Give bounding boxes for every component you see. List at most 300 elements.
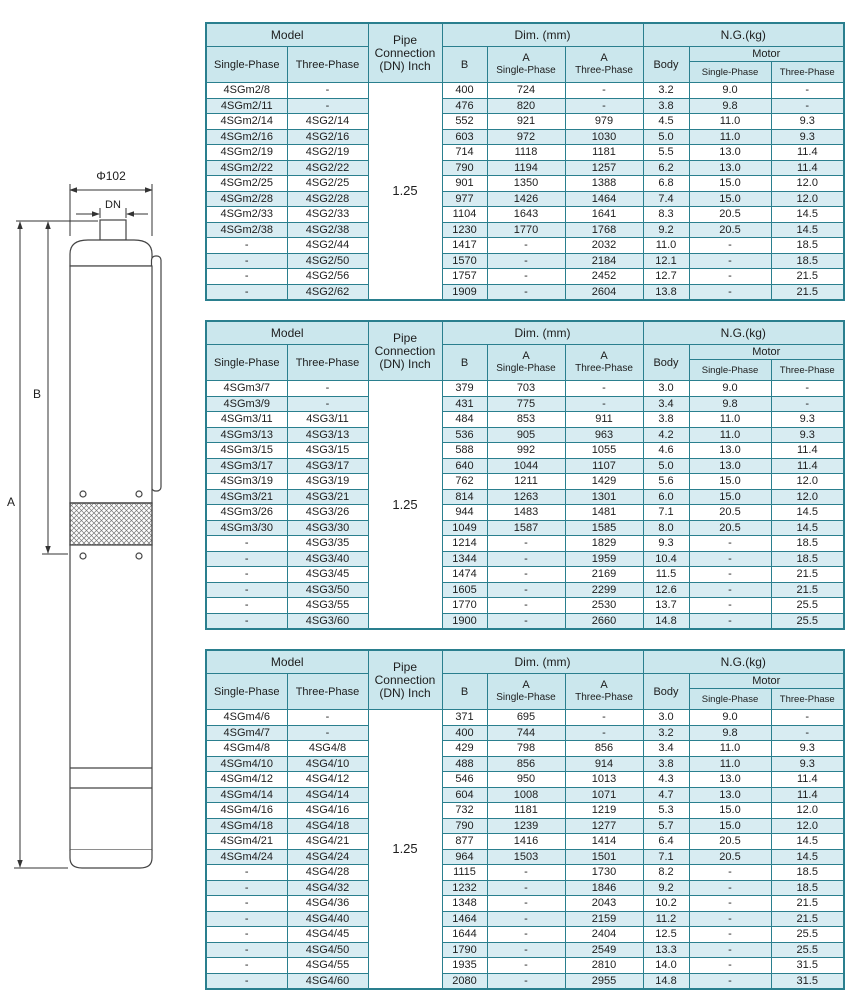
ng-motor-three-cell: 18.5 [771, 551, 844, 567]
dim-a-single-cell: 1008 [487, 787, 565, 803]
ng-body-cell: 6.4 [643, 834, 689, 850]
dim-a-single-cell: 853 [487, 412, 565, 428]
ng-body-cell: 9.2 [643, 222, 689, 238]
ng-motor-single-cell: 15.0 [689, 176, 771, 192]
dim-a-single-cell: - [487, 536, 565, 552]
ng-motor-three-cell: - [771, 396, 844, 412]
ng-motor-single-cell: - [689, 880, 771, 896]
screw-icon [80, 491, 86, 497]
ng-motor-header: Motor [689, 345, 844, 360]
spec-row [206, 536, 844, 552]
spec-row [206, 803, 844, 819]
dim-a-three-cell: - [565, 83, 643, 99]
model-single-phase-cell: 4SGm4/24 [206, 849, 287, 865]
dim-header: Dim. (mm) [442, 650, 643, 674]
dim-b-cell: 1104 [442, 207, 487, 223]
ng-motor-three-cell: 9.3 [771, 756, 844, 772]
dim-b-cell: 1474 [442, 567, 487, 583]
motor-single-phase-header: Single-Phase [689, 360, 771, 381]
model-single-phase-cell: 4SGm3/13 [206, 427, 287, 443]
ng-motor-three-cell: 21.5 [771, 567, 844, 583]
model-single-phase-cell: 4SGm3/19 [206, 474, 287, 490]
dim-b-cell: 488 [442, 756, 487, 772]
dim-a-single-cell: 724 [487, 83, 565, 99]
dim-a-three-cell: 1013 [565, 772, 643, 788]
dim-a-three-cell: 2810 [565, 958, 643, 974]
pipe-connection-header: Pipe Connection (DN) Inch [368, 650, 442, 710]
ng-body-cell: 8.2 [643, 865, 689, 881]
ng-motor-three-cell: 14.5 [771, 849, 844, 865]
ng-body-cell: 5.7 [643, 818, 689, 834]
ng-body-cell: 3.8 [643, 412, 689, 428]
strainer-mesh [70, 503, 152, 545]
dim-a-single-cell: 972 [487, 129, 565, 145]
dim-b-cell: 400 [442, 725, 487, 741]
model-single-phase-cell: 4SGm3/21 [206, 489, 287, 505]
pipe-connection-header: Pipe Connection (DN) Inch [368, 321, 442, 381]
dim-b-cell: 2080 [442, 973, 487, 989]
model-three-phase-cell: 4SG2/16 [287, 129, 368, 145]
ng-body-cell: 11.5 [643, 567, 689, 583]
ng-body-cell: 3.2 [643, 83, 689, 99]
model-single-phase-cell: - [206, 942, 287, 958]
dim-b-cell: 484 [442, 412, 487, 428]
model-single-phase-cell: - [206, 238, 287, 254]
model-three-phase-cell: 4SG3/45 [287, 567, 368, 583]
spec-row [206, 880, 844, 896]
single-phase-sub-label: Single-Phase [496, 692, 556, 703]
ng-header: N.G.(kg) [643, 650, 844, 674]
dim-b-cell: 1232 [442, 880, 487, 896]
ng-motor-single-cell: - [689, 551, 771, 567]
model-three-phase-cell: - [287, 381, 368, 397]
pump-drawing [4, 158, 204, 888]
spec-tables-container [205, 22, 843, 1000]
model-single-phase-cell: - [206, 613, 287, 629]
model-three-phase-cell: 4SG4/32 [287, 880, 368, 896]
dim-a-three-cell: - [565, 396, 643, 412]
dim-a-single-cell: - [487, 598, 565, 614]
model-header: Model [206, 650, 368, 674]
ng-motor-three-cell: 12.0 [771, 176, 844, 192]
dim-b-cell: 1909 [442, 284, 487, 300]
a-label-text: A [600, 679, 608, 691]
dim-b-cell: 714 [442, 145, 487, 161]
ng-motor-single-cell: 9.0 [689, 83, 771, 99]
model-single-phase-cell: - [206, 880, 287, 896]
model-three-phase-cell: - [287, 98, 368, 114]
pipe-connection-value: 1.25 [368, 83, 442, 301]
spec-row [206, 582, 844, 598]
three-phase-sub-label: Three-Phase [575, 692, 633, 703]
ng-motor-single-cell: 9.0 [689, 381, 771, 397]
dim-a-three-cell: 2043 [565, 896, 643, 912]
dim-a-single-cell: - [487, 880, 565, 896]
model-single-phase-cell: - [206, 253, 287, 269]
ng-body-cell: 12.1 [643, 253, 689, 269]
single-phase-sub-label: Single-Phase [496, 363, 556, 374]
spec-row [206, 489, 844, 505]
dim-a-three-cell: 911 [565, 412, 643, 428]
ng-motor-three-cell: 21.5 [771, 911, 844, 927]
spec-row [206, 710, 844, 726]
model-three-phase-cell: 4SG3/21 [287, 489, 368, 505]
ng-motor-single-cell: 20.5 [689, 849, 771, 865]
ng-body-cell: 12.7 [643, 269, 689, 285]
ng-motor-three-cell: 18.5 [771, 865, 844, 881]
dim-a-single-cell: 992 [487, 443, 565, 459]
dim-a-single-cell: 1263 [487, 489, 565, 505]
dim-a-single-cell: - [487, 551, 565, 567]
model-three-phase-cell: 4SG3/55 [287, 598, 368, 614]
dim-a-three-cell: - [565, 725, 643, 741]
ng-motor-three-cell: 11.4 [771, 160, 844, 176]
model-single-phase-cell: 4SGm3/15 [206, 443, 287, 459]
spec-row [206, 284, 844, 300]
dim-a-three-cell: 1071 [565, 787, 643, 803]
ng-body-cell: 5.0 [643, 129, 689, 145]
ng-motor-single-cell: - [689, 582, 771, 598]
ng-motor-three-cell: 12.0 [771, 474, 844, 490]
ng-motor-three-cell: 25.5 [771, 942, 844, 958]
dim-b-cell: 1570 [442, 253, 487, 269]
ng-body-cell: 10.4 [643, 551, 689, 567]
ng-motor-single-cell: 11.0 [689, 756, 771, 772]
ng-motor-single-cell: - [689, 238, 771, 254]
model-single-phase-cell: - [206, 927, 287, 943]
model-three-phase-cell: 4SG2/33 [287, 207, 368, 223]
dim-a-three-cell: - [565, 98, 643, 114]
model-three-phase-cell: 4SG3/13 [287, 427, 368, 443]
model-single-phase-cell: - [206, 536, 287, 552]
dim-b-cell: 762 [442, 474, 487, 490]
dim-a-three-cell: 856 [565, 741, 643, 757]
ng-motor-three-cell: 9.3 [771, 741, 844, 757]
dim-a-three-cell: 1585 [565, 520, 643, 536]
three-phase-sub-label: Three-Phase [575, 65, 633, 76]
ng-motor-single-cell: - [689, 973, 771, 989]
model-three-phase-cell: 4SG2/38 [287, 222, 368, 238]
dim-a-three-cell: 1301 [565, 489, 643, 505]
model-three-phase-cell: 4SG4/10 [287, 756, 368, 772]
ng-motor-single-cell: - [689, 536, 771, 552]
dim-a-single-cell: - [487, 613, 565, 629]
dim-b-cell: 1464 [442, 911, 487, 927]
model-single-phase-cell: 4SGm3/17 [206, 458, 287, 474]
dim-a-three-cell: 1481 [565, 505, 643, 521]
dim-b-cell: 964 [442, 849, 487, 865]
ng-motor-three-cell: 9.3 [771, 129, 844, 145]
dim-a-three-header [565, 345, 643, 381]
ng-motor-single-cell: 15.0 [689, 803, 771, 819]
dim-a-single-cell: 1181 [487, 803, 565, 819]
pump-upper-body [70, 266, 152, 503]
ng-motor-single-cell: 11.0 [689, 427, 771, 443]
dim-header: Dim. (mm) [442, 23, 643, 47]
spec-row [206, 725, 844, 741]
spec-table-body [206, 381, 844, 630]
a-label-text: A [522, 52, 530, 64]
ng-motor-three-cell: 11.4 [771, 772, 844, 788]
model-three-phase-cell: 4SG3/11 [287, 412, 368, 428]
dim-a-single-cell: 1239 [487, 818, 565, 834]
ng-motor-single-cell: - [689, 896, 771, 912]
dim-b-cell: 588 [442, 443, 487, 459]
spec-row [206, 551, 844, 567]
dim-b-header: B [442, 345, 487, 381]
ng-motor-three-cell: 12.0 [771, 191, 844, 207]
a-label-text: A [600, 350, 608, 362]
ng-motor-single-cell: - [689, 958, 771, 974]
dim-a-three-cell: 2184 [565, 253, 643, 269]
ng-motor-single-cell: - [689, 911, 771, 927]
ng-header: N.G.(kg) [643, 23, 844, 47]
ng-body-cell: 13.3 [643, 942, 689, 958]
dim-a-single-cell: 1483 [487, 505, 565, 521]
ng-motor-three-cell: 14.5 [771, 207, 844, 223]
motor-single-phase-header: Single-Phase [689, 62, 771, 83]
spec-row [206, 114, 844, 130]
a-label-text: A [522, 350, 530, 362]
ng-body-cell: 3.0 [643, 381, 689, 397]
model-single-phase-cell: 4SGm2/16 [206, 129, 287, 145]
model-three-phase-cell: 4SG2/19 [287, 145, 368, 161]
model-single-phase-cell: - [206, 896, 287, 912]
dim-a-three-cell: 2404 [565, 927, 643, 943]
ng-motor-single-cell: - [689, 927, 771, 943]
dim-b-cell: 944 [442, 505, 487, 521]
a-label: A [6, 495, 16, 509]
ng-motor-single-cell: 11.0 [689, 741, 771, 757]
model-three-phase-cell: 4SG4/8 [287, 741, 368, 757]
ng-motor-three-cell: 14.5 [771, 834, 844, 850]
model-three-phase-cell: 4SG3/15 [287, 443, 368, 459]
model-three-phase-header: Three-Phase [287, 345, 368, 381]
dim-a-three-cell: 1277 [565, 818, 643, 834]
dim-a-three-cell: 1030 [565, 129, 643, 145]
spec-row [206, 613, 844, 629]
spec-row [206, 427, 844, 443]
dim-b-cell: 1344 [442, 551, 487, 567]
model-single-phase-header: Single-Phase [206, 345, 287, 381]
dim-a-single-cell: 921 [487, 114, 565, 130]
dim-a-three-cell: - [565, 381, 643, 397]
model-three-phase-cell: 4SG3/40 [287, 551, 368, 567]
spec-row [206, 520, 844, 536]
dim-a-single-cell: 744 [487, 725, 565, 741]
dim-a-three-cell: 2159 [565, 911, 643, 927]
model-three-phase-cell: 4SG4/50 [287, 942, 368, 958]
dim-a-three-cell: 1388 [565, 176, 643, 192]
spec-row [206, 222, 844, 238]
dim-a-three-cell: 1107 [565, 458, 643, 474]
ng-body-cell: 13.7 [643, 598, 689, 614]
dim-b-cell: 604 [442, 787, 487, 803]
ng-body-cell: 11.0 [643, 238, 689, 254]
a-label-text: A [522, 679, 530, 691]
dim-b-cell: 431 [442, 396, 487, 412]
spec-table-4sg3 [205, 320, 845, 630]
spec-row [206, 396, 844, 412]
ng-body-cell: 3.0 [643, 710, 689, 726]
screw-icon [80, 553, 86, 559]
dim-a-three-cell: 914 [565, 756, 643, 772]
dim-a-three-cell: 2604 [565, 284, 643, 300]
dim-header: Dim. (mm) [442, 321, 643, 345]
model-single-phase-cell: 4SGm4/14 [206, 787, 287, 803]
model-three-phase-cell: 4SG3/26 [287, 505, 368, 521]
ng-motor-three-cell: 18.5 [771, 880, 844, 896]
spec-row [206, 505, 844, 521]
pipe-connection-header: Pipe Connection (DN) Inch [368, 23, 442, 83]
dim-a-three-cell: 979 [565, 114, 643, 130]
spec-row [206, 942, 844, 958]
model-single-phase-header: Single-Phase [206, 47, 287, 83]
dim-a-single-cell: 1770 [487, 222, 565, 238]
ng-motor-single-cell: 13.0 [689, 160, 771, 176]
model-three-phase-cell: 4SG3/19 [287, 474, 368, 490]
model-single-phase-cell: 4SGm4/21 [206, 834, 287, 850]
spec-row [206, 865, 844, 881]
ng-motor-single-cell: 11.0 [689, 114, 771, 130]
ng-body-cell: 8.3 [643, 207, 689, 223]
pipe-connection-value: 1.25 [368, 710, 442, 990]
dim-a-three-cell: 1429 [565, 474, 643, 490]
model-three-phase-cell: - [287, 725, 368, 741]
spec-row [206, 787, 844, 803]
model-single-phase-cell: 4SGm4/7 [206, 725, 287, 741]
ng-motor-single-cell: 11.0 [689, 412, 771, 428]
ng-body-cell: 6.2 [643, 160, 689, 176]
dim-a-three-cell: 2549 [565, 942, 643, 958]
ng-motor-single-cell: - [689, 613, 771, 629]
model-three-phase-cell: 4SG4/36 [287, 896, 368, 912]
ng-motor-three-cell: 14.5 [771, 222, 844, 238]
ng-motor-three-cell: 31.5 [771, 958, 844, 974]
ng-body-cell: 6.8 [643, 176, 689, 192]
dim-b-cell: 1770 [442, 598, 487, 614]
model-single-phase-cell: - [206, 598, 287, 614]
dim-a-three-cell: 1768 [565, 222, 643, 238]
ng-motor-three-cell: 18.5 [771, 238, 844, 254]
dim-a-single-cell: 703 [487, 381, 565, 397]
dim-b-cell: 790 [442, 818, 487, 834]
model-single-phase-cell: 4SGm2/8 [206, 83, 287, 99]
ng-motor-three-cell: 21.5 [771, 284, 844, 300]
spec-row [206, 598, 844, 614]
dim-a-single-cell: 1044 [487, 458, 565, 474]
model-header: Model [206, 23, 368, 47]
model-single-phase-cell: - [206, 284, 287, 300]
model-single-phase-cell: - [206, 551, 287, 567]
model-single-phase-cell: - [206, 567, 287, 583]
ng-body-cell: 5.6 [643, 474, 689, 490]
model-single-phase-cell: 4SGm4/18 [206, 818, 287, 834]
ng-body-cell: 3.8 [643, 98, 689, 114]
model-three-phase-cell: 4SG4/16 [287, 803, 368, 819]
dim-a-single-cell: - [487, 927, 565, 943]
model-single-phase-cell: 4SGm2/22 [206, 160, 287, 176]
pump-top-nub [100, 220, 126, 240]
ng-motor-single-cell: 20.5 [689, 834, 771, 850]
ng-body-header: Body [643, 674, 689, 710]
ng-motor-single-cell: 20.5 [689, 222, 771, 238]
ng-body-cell: 7.1 [643, 505, 689, 521]
model-single-phase-cell: 4SGm2/33 [206, 207, 287, 223]
dim-b-cell: 379 [442, 381, 487, 397]
dim-a-three-cell: 1055 [565, 443, 643, 459]
model-single-phase-cell: 4SGm2/11 [206, 98, 287, 114]
dn-label: DN [105, 199, 121, 211]
model-three-phase-cell: 4SG3/50 [287, 582, 368, 598]
spec-row [206, 83, 844, 99]
model-single-phase-header: Single-Phase [206, 674, 287, 710]
ng-body-cell: 4.7 [643, 787, 689, 803]
ng-body-cell: 10.2 [643, 896, 689, 912]
dim-b-cell: 546 [442, 772, 487, 788]
ng-motor-single-cell: 15.0 [689, 818, 771, 834]
model-single-phase-cell: 4SGm3/7 [206, 381, 287, 397]
spec-row [206, 474, 844, 490]
ng-body-cell: 3.4 [643, 396, 689, 412]
ng-motor-header: Motor [689, 674, 844, 689]
dim-a-single-header [487, 674, 565, 710]
dim-b-cell: 640 [442, 458, 487, 474]
spec-row [206, 160, 844, 176]
dim-a-three-cell: 2530 [565, 598, 643, 614]
dim-a-single-cell: - [487, 567, 565, 583]
dim-a-three-cell: 1829 [565, 536, 643, 552]
dim-b-cell: 790 [442, 160, 487, 176]
dim-a-three-header [565, 674, 643, 710]
ng-motor-three-cell: 11.4 [771, 787, 844, 803]
ng-motor-three-cell: 9.3 [771, 114, 844, 130]
dim-a-three-cell: 2955 [565, 973, 643, 989]
ng-body-cell: 5.3 [643, 803, 689, 819]
dim-b-cell: 1935 [442, 958, 487, 974]
dim-b-cell: 1644 [442, 927, 487, 943]
model-three-phase-cell: 4SG2/28 [287, 191, 368, 207]
ng-motor-single-cell: 9.0 [689, 710, 771, 726]
dim-a-three-cell: 1464 [565, 191, 643, 207]
model-single-phase-cell: 4SGm2/38 [206, 222, 287, 238]
model-single-phase-cell: 4SGm3/30 [206, 520, 287, 536]
ng-motor-single-cell: 13.0 [689, 443, 771, 459]
model-single-phase-cell: - [206, 865, 287, 881]
dim-a-three-cell: - [565, 710, 643, 726]
model-three-phase-cell: 4SG3/30 [287, 520, 368, 536]
dim-a-single-cell: - [487, 896, 565, 912]
dim-a-three-cell: 2660 [565, 613, 643, 629]
model-three-phase-cell: 4SG2/50 [287, 253, 368, 269]
ng-motor-three-cell: 25.5 [771, 927, 844, 943]
model-three-phase-cell: - [287, 710, 368, 726]
dim-a-three-cell: 963 [565, 427, 643, 443]
ng-motor-three-cell: 11.4 [771, 458, 844, 474]
model-single-phase-cell: 4SGm2/25 [206, 176, 287, 192]
dim-a-single-cell: - [487, 253, 565, 269]
model-three-phase-cell: 4SG4/28 [287, 865, 368, 881]
model-three-phase-cell: 4SG2/62 [287, 284, 368, 300]
dim-a-three-cell: 2299 [565, 582, 643, 598]
dim-b-cell: 400 [442, 83, 487, 99]
model-single-phase-cell: 4SGm4/8 [206, 741, 287, 757]
spec-row [206, 958, 844, 974]
model-three-phase-cell: 4SG4/40 [287, 911, 368, 927]
dim-a-single-header [487, 345, 565, 381]
spec-table-body [206, 83, 844, 301]
dim-a-single-cell: - [487, 911, 565, 927]
